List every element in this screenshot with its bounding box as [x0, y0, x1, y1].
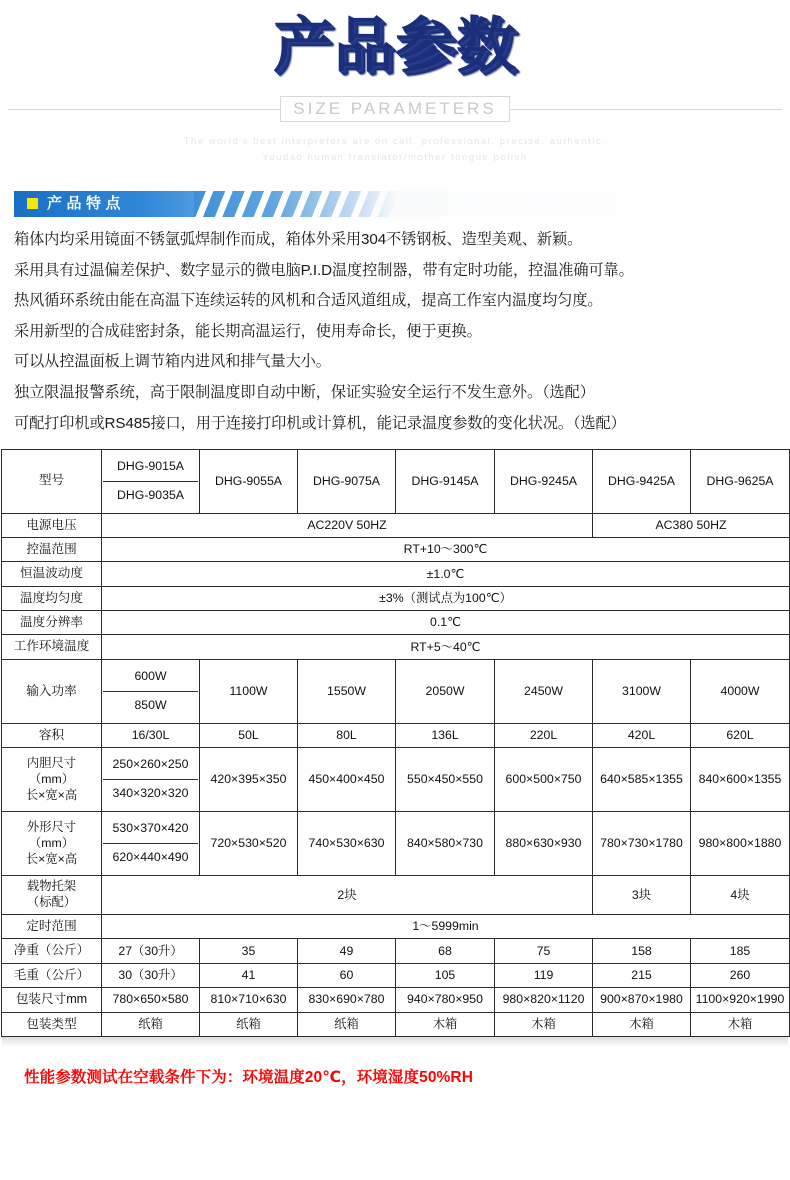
volume-cell: 620L — [691, 723, 790, 747]
feature-item: 可配打印机或RS485接口，用于连接打印机或计算机，能记录温度参数的变化状况。（选配） — [14, 414, 626, 432]
en-title-divider — [0, 97, 790, 121]
volume-cell: 220L — [495, 723, 593, 747]
model-cell: DHG-9425A — [593, 449, 691, 513]
package-size-cell: 780×650×580 — [102, 988, 200, 1012]
section-banner — [14, 191, 780, 217]
feature-item: 箱体内均采用镜面不锈氩弧焊制作而成，箱体外采用304不锈钢板、造型美观、新颖。 — [14, 230, 583, 248]
row-label-voltage: 电源电压 — [2, 513, 102, 537]
model-cell: DHG-9055A — [200, 449, 298, 513]
row-label-timer: 定时范围 — [2, 915, 102, 939]
table-row — [2, 586, 790, 610]
package-size-cell: 980×820×1120 — [495, 988, 593, 1012]
model-cell: DHG-9245A — [495, 449, 593, 513]
shelves-cell: 4块 — [691, 876, 790, 915]
package-type-cell: 木箱 — [495, 1012, 593, 1036]
volume-cell: 420L — [593, 723, 691, 747]
net-weight-cell: 49 — [298, 939, 396, 963]
package-size-cell: 940×780×950 — [396, 988, 495, 1012]
package-type-cell: 木箱 — [396, 1012, 495, 1036]
table-row — [2, 1012, 790, 1036]
row-label-ambient: 工作环境温度 — [2, 635, 102, 659]
row-label-package-type: 包装类型 — [2, 1012, 102, 1036]
row-label-resolution: 温度分辨率 — [2, 611, 102, 635]
volume-cell: 80L — [298, 723, 396, 747]
row-label-package-size: 包装尺寸mm — [2, 988, 102, 1012]
fluctuation-value: ±1.0℃ — [102, 562, 790, 586]
row-label-outer-size — [2, 812, 102, 876]
table-shadow-strip — [2, 1037, 788, 1047]
model-cell: DHG-9625A — [691, 449, 790, 513]
outer-size-cell: 980×800×1880 — [691, 812, 790, 876]
banner-tail — [399, 191, 720, 217]
power-850w: 850W — [134, 697, 167, 712]
inner-size-label-line1: 内胆尺寸 — [26, 755, 77, 770]
power-600w: 600W — [103, 663, 198, 692]
page-header — [0, 0, 790, 165]
model-9035a: DHG-9035A — [117, 487, 184, 502]
package-size-cell: 1100×920×1990 — [691, 988, 790, 1012]
row-label-net-weight: 净重（公斤） — [2, 939, 102, 963]
square-bullet-icon — [27, 198, 38, 209]
row-label-model: 型号 — [2, 449, 102, 513]
net-weight-cell: 185 — [691, 939, 790, 963]
row-label-power: 输入功率 — [2, 659, 102, 723]
table-row — [2, 635, 790, 659]
feature-item: 采用具有过温偏差保护、数字显示的微电脑P.I.D温度控制器，带有定时功能，控温准确可靠。 — [14, 261, 634, 279]
feature-item: 采用新型的合成硅密封条，能长期高温运行，使用寿命长，便于更换。 — [14, 322, 482, 340]
inner-size-cell: 550×450×550 — [396, 748, 495, 812]
package-size-cell: 900×870×1980 — [593, 988, 691, 1012]
table-row — [2, 915, 790, 939]
uniformity-value: ±3%（测试点为100℃） — [102, 586, 790, 610]
table-row — [2, 939, 790, 963]
net-weight-cell: 68 — [396, 939, 495, 963]
inner-size-cell: 640×585×1355 — [593, 748, 691, 812]
volume-cell: 50L — [200, 723, 298, 747]
model-split-cell — [102, 449, 200, 513]
gross-weight-cell: 41 — [200, 963, 298, 987]
timer-value: 1～5999min — [102, 915, 790, 939]
package-type-cell: 纸箱 — [200, 1012, 298, 1036]
resolution-value: 0.1℃ — [102, 611, 790, 635]
package-type-cell: 纸箱 — [298, 1012, 396, 1036]
page-title: 产品参数 — [273, 12, 517, 79]
voltage-alt: AC380 50HZ — [593, 513, 790, 537]
package-type-cell: 木箱 — [691, 1012, 790, 1036]
outer-size-label-line3: 长×宽×高 — [25, 851, 78, 866]
power-split-cell — [102, 659, 200, 723]
inner-size-cell: 840×600×1355 — [691, 748, 790, 812]
package-type-cell: 纸箱 — [102, 1012, 200, 1036]
volume-cell: 136L — [396, 723, 495, 747]
outer-size-cell: 880×630×930 — [495, 812, 593, 876]
ambient-value: RT+5～40℃ — [102, 635, 790, 659]
table-row — [2, 988, 790, 1012]
row-label-uniformity: 温度均匀度 — [2, 586, 102, 610]
feature-item: 热风循环系统由能在高温下连续运转的风机和合适风道组成，提高工作室内温度均匀度。 — [14, 292, 603, 310]
outer-size-9035a: 620×440×490 — [112, 850, 189, 865]
table-row — [2, 963, 790, 987]
model-9015a: DHG-9015A — [103, 453, 198, 482]
table-row — [2, 723, 790, 747]
package-size-cell: 830×690×780 — [298, 988, 396, 1012]
inner-size-cell: 600×500×750 — [495, 748, 593, 812]
specifications-table — [1, 449, 790, 1037]
inner-size-cell: 450×400×450 — [298, 748, 396, 812]
outer-size-cell: 720×530×520 — [200, 812, 298, 876]
net-weight-cell: 158 — [593, 939, 691, 963]
power-cell: 3100W — [593, 659, 691, 723]
net-weight-cell: 27（30升） — [102, 939, 200, 963]
shelves-main: 2块 — [102, 876, 593, 915]
net-weight-cell: 35 — [200, 939, 298, 963]
voltage-main: AC220V 50HZ — [102, 513, 593, 537]
inner-size-9015a: 250×260×250 — [103, 751, 198, 780]
gross-weight-cell: 60 — [298, 963, 396, 987]
gross-weight-cell: 215 — [593, 963, 691, 987]
feature-item: 独立限温报警系统，高于限制温度即自动中断，保证实验安全运行不发生意外。（选配） — [14, 383, 595, 401]
inner-size-9035a: 340×320×320 — [112, 786, 189, 801]
feature-list — [14, 228, 778, 435]
row-label-shelves — [2, 876, 102, 915]
row-label-inner-size — [2, 748, 102, 812]
outer-size-cell: 740×530×630 — [298, 812, 396, 876]
power-cell: 1100W — [200, 659, 298, 723]
gross-weight-cell: 30（30升） — [102, 963, 200, 987]
table-row — [2, 748, 790, 812]
outer-size-label-line1: 外形尺寸 — [26, 819, 77, 834]
tagline-line-2: Youdao human translator/mother tongue polish — [262, 151, 528, 163]
power-cell: 1550W — [298, 659, 396, 723]
row-label-temp-range: 控温范围 — [2, 537, 102, 561]
net-weight-cell: 75 — [495, 939, 593, 963]
package-type-cell: 木箱 — [593, 1012, 691, 1036]
shelves-label-line1: 载物托架 — [26, 879, 77, 894]
volume-cell: 16/30L — [102, 723, 200, 747]
specifications-table-wrapper — [1, 449, 789, 1037]
table-row — [2, 537, 790, 561]
power-cell: 2050W — [396, 659, 495, 723]
shelves-cell: 3块 — [593, 876, 691, 915]
model-cell: DHG-9075A — [298, 449, 396, 513]
table-row — [2, 449, 790, 513]
model-cell: DHG-9145A — [396, 449, 495, 513]
outer-size-cell: 840×580×730 — [396, 812, 495, 876]
gross-weight-cell: 260 — [691, 963, 790, 987]
table-row — [2, 611, 790, 635]
power-cell: 2450W — [495, 659, 593, 723]
banner-stripes-decoration — [194, 191, 399, 217]
row-label-volume: 容积 — [2, 723, 102, 747]
table-row — [2, 562, 790, 586]
outer-size-cell: 780×730×1780 — [593, 812, 691, 876]
outer-size-split-cell — [102, 812, 200, 876]
tagline-line-1: The world's best interpreters are on call, professional, precise, authentic. — [183, 136, 607, 148]
feature-item: 可以从控温面板上调节箱内进风和排气量大小。 — [14, 353, 331, 371]
en-subtitle: SIZE PARAMETERS — [280, 96, 509, 123]
inner-size-split-cell — [102, 748, 200, 812]
table-row — [2, 812, 790, 876]
inner-size-label-line3: 长×宽×高 — [25, 787, 78, 802]
banner-solid-block — [14, 191, 194, 217]
table-row — [2, 659, 790, 723]
table-row — [2, 513, 790, 537]
gross-weight-cell: 119 — [495, 963, 593, 987]
package-size-cell: 810×710×630 — [200, 988, 298, 1012]
outer-size-label-line2: （mm） — [28, 835, 75, 850]
power-cell: 4000W — [691, 659, 790, 723]
row-label-fluctuation: 恒温波动度 — [2, 562, 102, 586]
temp-range-value: RT+10～300℃ — [102, 537, 790, 561]
inner-size-cell: 420×395×350 — [200, 748, 298, 812]
gross-weight-cell: 105 — [396, 963, 495, 987]
table-row — [2, 876, 790, 915]
footer-note: 性能参数测试在空载条件下为：环境温度20℃，环境湿度50%RH — [24, 1068, 474, 1086]
section-banner-label: 产品特点 — [47, 195, 126, 213]
inner-size-label-line2: （mm） — [28, 771, 75, 786]
outer-size-9015a: 530×370×420 — [103, 815, 198, 844]
shelves-label-line2: （标配） — [26, 895, 77, 910]
row-label-gross-weight: 毛重（公斤） — [2, 963, 102, 987]
